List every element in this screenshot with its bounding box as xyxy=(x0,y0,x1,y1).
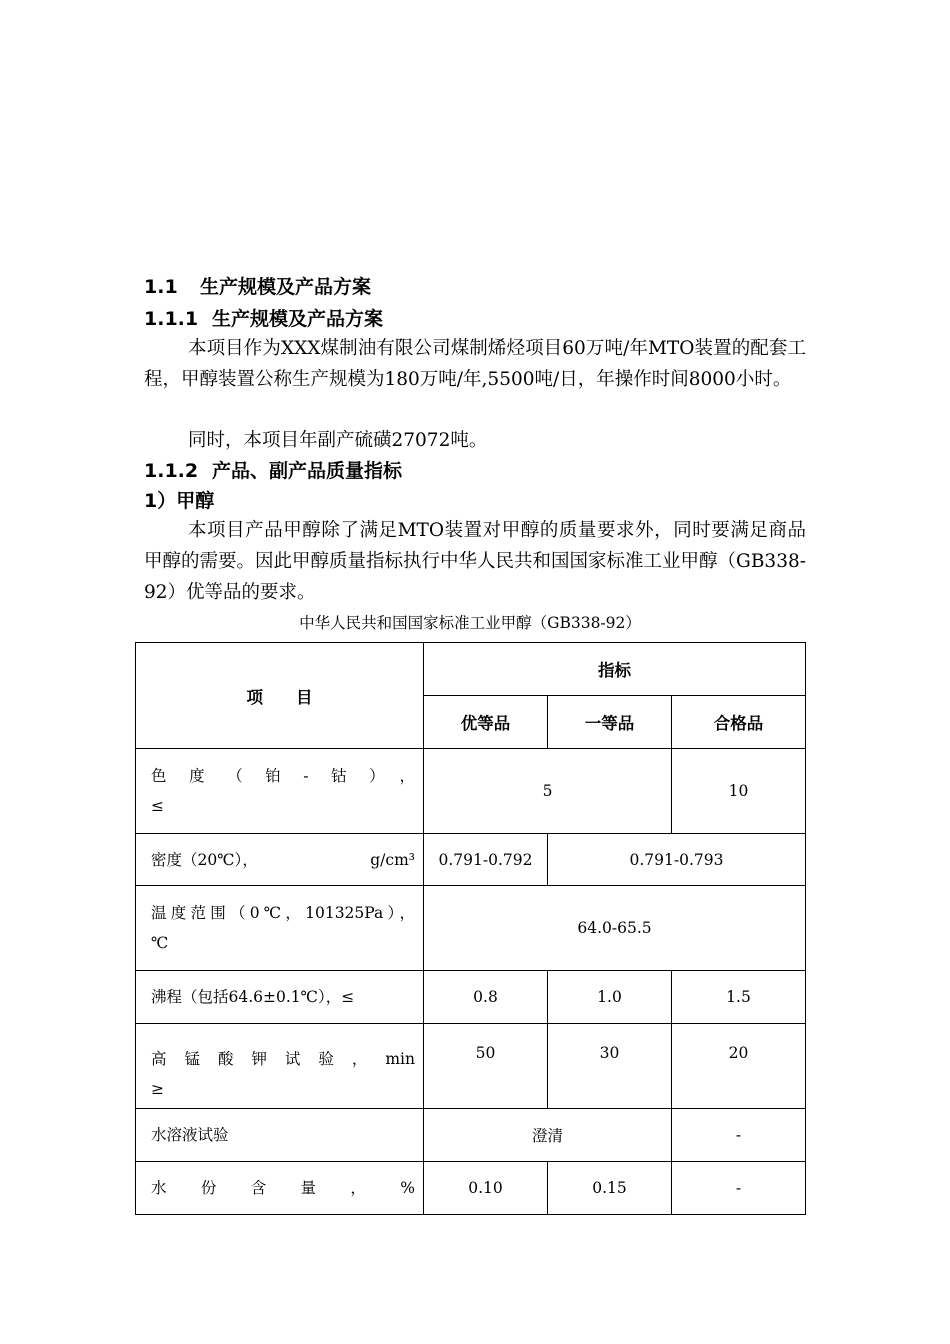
cell-value: 0.10 xyxy=(424,1162,548,1215)
table-caption: 中华人民共和国国家标准工业甲醇（GB338-92） xyxy=(299,614,641,632)
row-item-water xyxy=(136,1162,424,1215)
table-row xyxy=(136,1024,806,1109)
row-item-color xyxy=(136,749,424,834)
row-item-name: 密度（20℃）， xyxy=(151,850,258,869)
row-item-solution: 水溶液试验 xyxy=(136,1109,424,1162)
row-item-line: 水份含量，% xyxy=(151,1179,415,1197)
row-item-line: ℃ xyxy=(151,934,169,952)
header-grade-qualified: 合格品 xyxy=(672,696,806,749)
subsection-heading-2 xyxy=(144,458,402,484)
methanol-spec-table xyxy=(135,642,806,1215)
cell-value: - xyxy=(672,1162,806,1215)
row-item-line: 色度（铂-钴）， xyxy=(151,767,415,785)
table-row xyxy=(136,1162,806,1215)
cell-value: 0.791-0.793 xyxy=(548,834,806,886)
subsection-number-2: 1.1.2 xyxy=(144,460,199,482)
subsection-title-1: 生产规模及产品方案 xyxy=(212,308,384,330)
row-item-temperature xyxy=(136,886,424,971)
row-item-boiling: 沸程（包括64.6±0.1℃），≤ xyxy=(136,971,424,1024)
cell-value: 澄清 xyxy=(424,1109,672,1162)
cell-value: 5 xyxy=(424,749,672,834)
row-item-line: 温度范围（0℃，101325Pa）， xyxy=(151,904,415,922)
cell-value: 1.0 xyxy=(548,971,672,1024)
cell-value: - xyxy=(672,1109,806,1162)
header-index: 指标 xyxy=(424,643,806,696)
cell-value: 10 xyxy=(672,749,806,834)
item-heading-methanol: 1）甲醇 xyxy=(144,490,215,512)
header-grade-first: 一等品 xyxy=(548,696,672,749)
cell-value: 0.15 xyxy=(548,1162,672,1215)
section-number: 1.1 xyxy=(144,276,178,298)
row-item-unit: g/cm³ xyxy=(370,850,415,869)
paragraph-methanol-quality: 本项目产品甲醇除了满足MTO装置对甲醇的质量要求外，同时要满足商品甲醇的需要。因此甲醇质量指标执行中华人民共和国国家标准工业甲醇（GB338-92）优等品的要求。 xyxy=(144,520,806,603)
row-item-line: ≥ xyxy=(151,1080,164,1098)
paragraph-byproduct: 同时，本项目年副产硫磺27072吨。 xyxy=(188,430,488,451)
paragraph-production-scale: 本项目作为XXX煤制油有限公司煤制烯烃项目60万吨/年MTO装置的配套工程，甲醇装置公称生产规模为180万吨/年,5500吨/日，年操作时间8000小时。 xyxy=(144,338,806,390)
cell-value: 20 xyxy=(672,1024,806,1109)
section-title: 生产规模及产品方案 xyxy=(200,276,372,298)
row-item-permanganate xyxy=(136,1024,424,1109)
row-item-line: ≤ xyxy=(151,797,164,815)
table-row xyxy=(136,749,806,834)
table-row xyxy=(136,834,806,886)
header-item: 项 目 xyxy=(136,643,424,749)
cell-value: 0.791-0.792 xyxy=(424,834,548,886)
header-grade-premium: 优等品 xyxy=(424,696,548,749)
cell-value: 30 xyxy=(548,1024,672,1109)
subsection-heading-1 xyxy=(144,306,383,332)
row-item-line: 高锰酸钾试验，min xyxy=(151,1050,415,1068)
cell-value: 50 xyxy=(424,1024,548,1109)
table-row xyxy=(136,886,806,971)
table-header-row xyxy=(136,643,806,696)
table-row xyxy=(136,1109,806,1162)
table-row xyxy=(136,971,806,1024)
section-heading xyxy=(144,274,371,300)
cell-value: 0.8 xyxy=(424,971,548,1024)
row-item-density xyxy=(136,834,424,886)
cell-value: 64.0-65.5 xyxy=(424,886,806,971)
subsection-number-1: 1.1.1 xyxy=(144,308,199,330)
subsection-title-2: 产品、副产品质量指标 xyxy=(212,460,403,482)
cell-value: 1.5 xyxy=(672,971,806,1024)
